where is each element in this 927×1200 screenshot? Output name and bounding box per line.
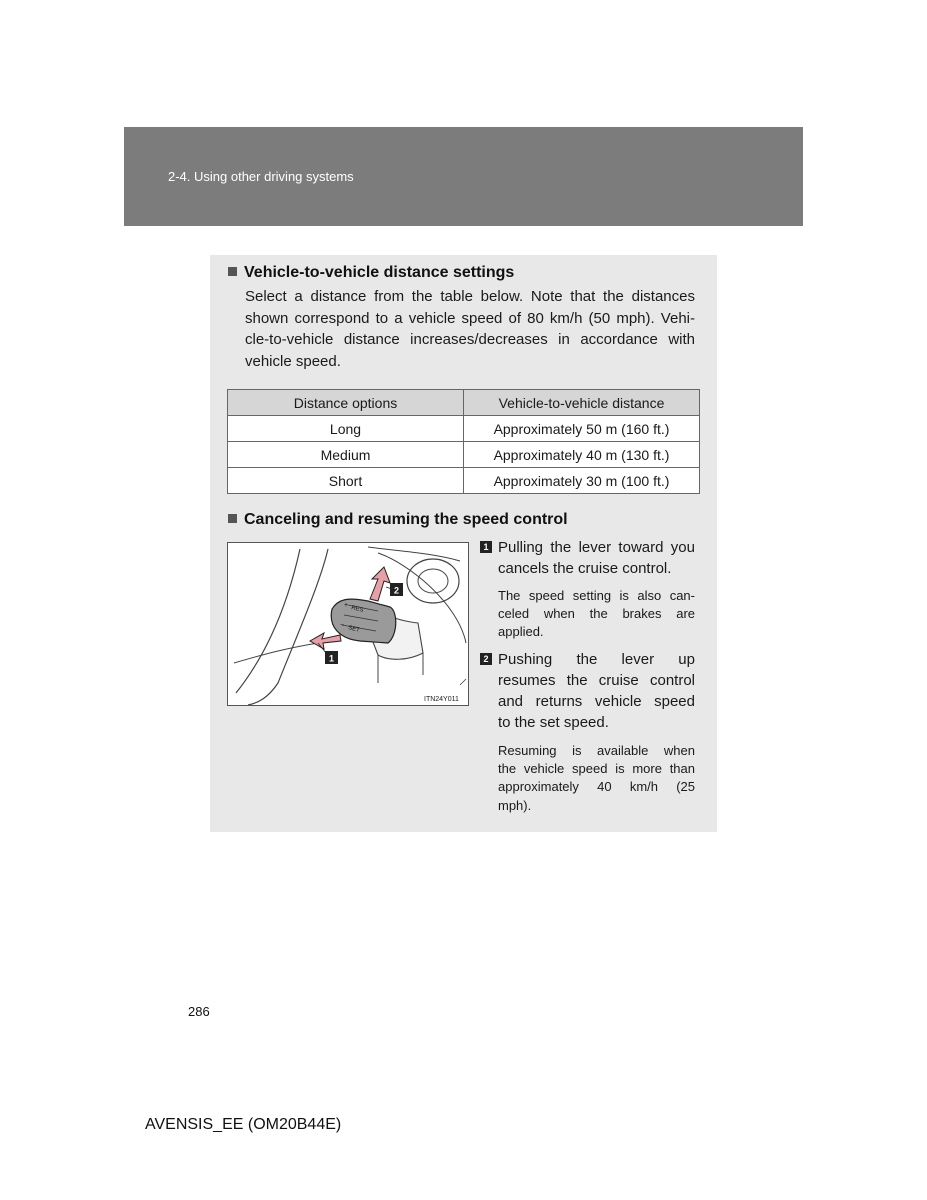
lever-res-label: RES — [350, 605, 364, 614]
paragraph-line: cle-to-vehicle distance increases/decreases in accordance with — [245, 331, 695, 348]
step-1-note — [498, 587, 695, 642]
lever-set-label: SET — [347, 625, 361, 634]
table-cell: Approximately 50 m (160 ft.) — [464, 416, 700, 442]
cancel-resume-heading-text: Canceling and resuming the speed control — [244, 511, 568, 528]
square-bullet-icon — [228, 514, 237, 523]
step-number-badge: 1 — [480, 541, 492, 553]
figure-code: ITN24Y011 — [424, 696, 459, 703]
step-number-badge: 2 — [480, 653, 492, 665]
table-cell: Medium — [228, 442, 464, 468]
chapter-section-title: 2-4. Using other driving systems — [168, 169, 354, 184]
callout-1-label: 1 — [328, 653, 335, 664]
step-1 — [480, 537, 695, 579]
lever-plus-label: + — [344, 602, 349, 609]
step-2-note — [498, 742, 695, 815]
step-text — [498, 537, 695, 579]
table-cell: Approximately 30 m (100 ft.) — [464, 468, 700, 494]
step-line: Pushing the lever up — [498, 651, 695, 668]
chapter-header-band — [124, 127, 803, 226]
push-up-arrow-icon — [370, 567, 390, 601]
note-line: Resuming is available when — [498, 743, 695, 758]
table-cell: Approximately 40 m (130 ft.) — [464, 442, 700, 468]
document-footer: AVENSIS_EE (OM20B44E) — [145, 1116, 342, 1133]
table-cell: Short — [228, 468, 464, 494]
cancel-resume-heading — [228, 511, 568, 529]
paragraph-line: shown correspond to a vehicle speed of 80 km/h (50 mph). Vehi- — [245, 309, 695, 327]
table-row — [228, 442, 700, 468]
callout-2-label: 2 — [393, 585, 400, 596]
distance-intro-paragraph — [245, 286, 695, 372]
step-line: Pulling the lever toward you — [498, 539, 695, 556]
step-line: cancels the cruise control. — [498, 560, 672, 577]
lever-minus-label: − — [340, 622, 345, 629]
distance-settings-heading-text: Vehicle-to-vehicle distance settings — [244, 264, 515, 281]
lever-illustration — [227, 542, 469, 706]
content-panel — [210, 255, 717, 832]
table-row — [228, 416, 700, 442]
note-line: The speed setting is also can- — [498, 588, 695, 603]
note-line: celed when the brakes are — [498, 606, 695, 622]
cruise-lever-drawing — [228, 543, 468, 705]
note-line: the vehicle speed is more than — [498, 761, 695, 777]
paragraph-line: vehicle speed. — [245, 352, 341, 370]
note-line: mph). — [498, 797, 532, 813]
step-text — [498, 649, 695, 733]
step-line: and returns vehicle speed — [498, 693, 695, 710]
note-line: applied. — [498, 624, 544, 640]
table-row — [228, 468, 700, 494]
step-2 — [480, 649, 695, 733]
table-cell: Long — [228, 416, 464, 442]
step-line: resumes the cruise control — [498, 672, 695, 689]
square-bullet-icon — [228, 267, 237, 276]
table-header-cell: Vehicle-to-vehicle distance — [464, 390, 700, 416]
distance-table — [227, 389, 700, 494]
distance-settings-heading — [228, 264, 514, 282]
paragraph-line: Select a distance from the table below. Note that the distances — [245, 288, 695, 305]
table-header-row — [228, 390, 700, 416]
page-number: 286 — [188, 1004, 210, 1019]
note-line: approximately 40 km/h (25 — [498, 779, 695, 795]
pull-toward-arrow-icon — [310, 633, 341, 649]
table-header-cell: Distance options — [228, 390, 464, 416]
step-line: to the set speed. — [498, 714, 609, 731]
